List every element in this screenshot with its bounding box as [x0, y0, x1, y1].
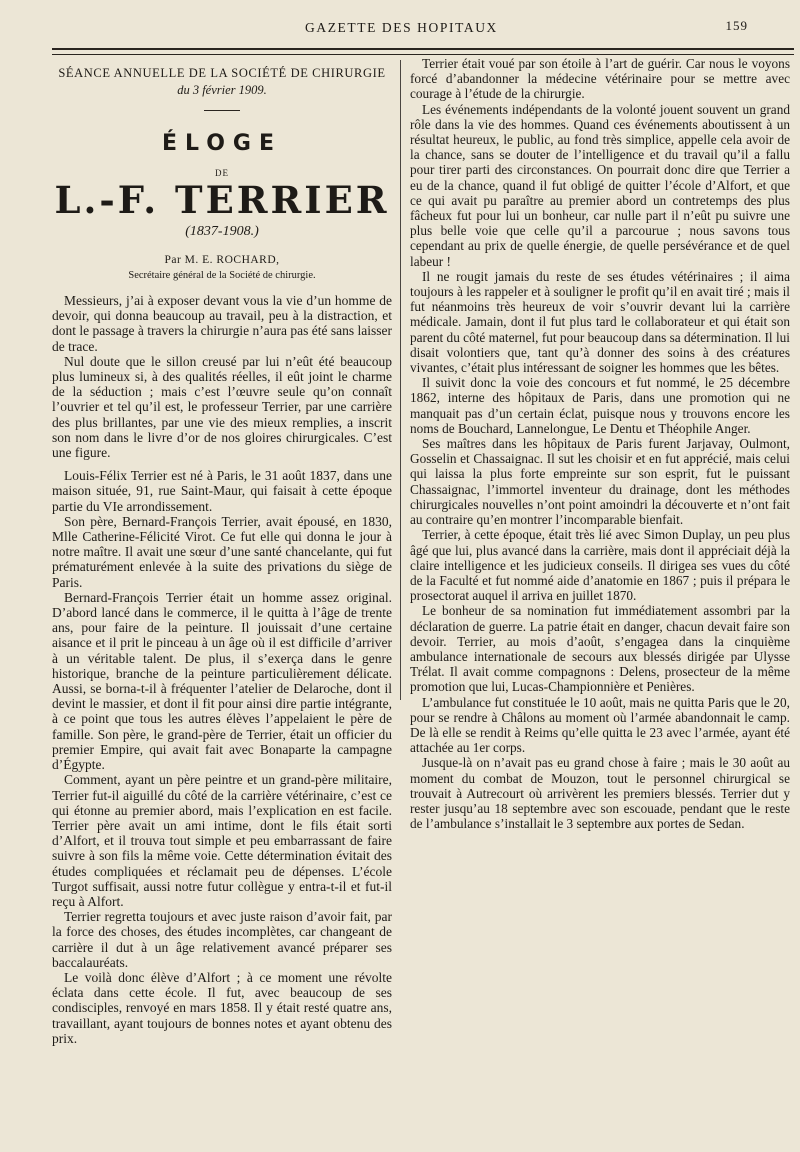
author-line: Par M. E. ROCHARD,	[164, 254, 280, 266]
eloge-title: ÉLOGE	[161, 131, 283, 156]
paragraph: Son père, Bernard-François Terrier, avait épousé, en 1830, Mlle Catherine-Félicité Virot. Ce fut elle qui donna le jour à notre maître. Il avait une sœur d’une santé chancelante, qui fut prématurément enlevée à la suite des privations du siège de Paris.	[52, 513, 392, 590]
running-head	[0, 18, 800, 38]
paragraph: Les événements indépendants de la volonté jouent souvent un grand rôle dans la vie des hommes. Quand ces événements aboutissent à un résultat heureux, le public, au fond très simplice, appelle cela avoir de la chance, sans se douter de l’intelligence et du travail qu’il a fallu pour tirer parti des circonstances. On pourrait donc dire que Terrier a eu de la chance, quand il fut obligé de quitter l’école d’Alfort, et que ce qui avait pu paraître au premier abord un contretemps des plus fâcheux fut pour lui un bonheur, car nulle part il n’eût pu suivre une plus belle voie que celle qu’il a parcourue ; nous savons tous cependant au prix de quelle énergie, de quelle persévérance et de quel labeur !	[410, 101, 790, 269]
paragraph: Terrier, à cette époque, était très lié avec Simon Duplay, un peu plus âgé que lui, plus avancé dans la carrière, mais dont il appréciait déjà la claire intelligence et les judicieux conseils. Il dirigea ses vues du côté de la Faculté et fut nommé aide d’anatomie en 1867 ; puis il prépara le prosectorat auquel il arriva en juillet 1870.	[410, 527, 790, 604]
running-title: GAZETTE DES HOPITAUX	[305, 20, 498, 35]
paragraph: Bernard-François Terrier était un homme assez original. D’abord lancé dans le commerce, il le quitta à l’âge de trente ans, pour faire de la peinture. Il jouissait d’une certaine aisance et il prit le pinceau à un âge où il est difficile d’arriver à un véritable talent. De plus, il s’exerça dans le genre historique, branche de la peinture particulièrement délicate. Aussi, se borna-t-il à fréquenter l’atelier de Delaroche, dont il devint le massier, et dont il fit pour ainsi dire partie intégrante, à ce point que tous les autres élèves l’appelaient le père de famille. Son père, le grand-père de Terrier, était un officier du premier Empire, qui avait fait avec Bonaparte la campagne d’Égypte.	[52, 589, 392, 773]
paragraph: Comment, ayant un père peintre et un grand-père militaire, Terrier fut-il aiguillé du côté de la carrière vétérinaire, c’est ce qui étonne au premier abord, mais l’explication en est facile. Terrier père avait un ami intime, dont le fils était sorti d’Alfort, et il trouva tout simple et peu embarrassant de faire suivre à son fils la même voie. Cette détermination évitait des études compliquées et réclamait peu de dépenses. L’école Turgot suffisait, aussi notre futur collègue y entra-t-il et fut-il reçu à Alfort.	[52, 772, 392, 909]
paragraph: Nul doute que le sillon creusé par lui n’eût été beaucoup plus lumineux si, à des qualités réelles, il eût joint le charme de la séduction ; mais c’est l’œuvre seule qu’on connaît l’ouvrier et tel qu’il est, le professeur Terrier, par une carrière des plus brillantes, par une vie des mieux remplies, a inscrit son nom dans le livre d’or de nos gloires chirurgicales. C’est une figure.	[52, 353, 392, 461]
de-label: DE	[215, 168, 229, 178]
subject-name: L.-F. TERRIER	[54, 178, 390, 222]
paragraph: Ses maîtres dans les hôpitaux de Paris furent Jarjavay, Oulmont, Gosselin et Chassaignac. Il sut les choisir et en fut apprécié, mais celui qui laissa la plus forte empreinte sur son esprit, fut le puissant Chassaignac, l’immortel inventeur du drainage, dont les méthodes chirurgicales nouvelles n’ont point amoindri la découverte et n’ont fait au contraire qu’en montrer l’incomparable bienfait.	[410, 436, 790, 528]
column-divider	[400, 60, 401, 700]
paragraph: Louis-Félix Terrier est né à Paris, le 31 août 1837, dans une maison située, 91, rue Saint-Maur, qui faisait à cette époque partie du VIe arrondissement.	[52, 468, 392, 514]
paragraph: L’ambulance fut constituée le 10 août, mais ne quitta Paris que le 20, pour se rendre à Châlons au moment où l’armée abandonnait le camp. De là elle se rendit à Reims qu’elle quitta le 23 avec l’armée, ayant été attachée au 1er corps.	[410, 694, 790, 756]
paragraph: Il suivit donc la voie des concours et fut nommé, le 25 décembre 1862, interne des hôpitaux de Paris, dans une promotion qui ne manquait pas d’un certain éclat, puisque nous y trouvons encore les noms de Bouchard, Lannelongue, Le Dentu et Théophile Anger.	[410, 375, 790, 436]
article-header	[52, 66, 392, 281]
paragraph: Terrier était voué par son étoile à l’art de guérir. Car nous le voyons forcé d’abandonner la médecine vétérinaire pour se mettre avec courage à l’étude de la chirurgie.	[410, 56, 790, 102]
title-divider	[204, 110, 240, 111]
paragraph: Le bonheur de sa nomination fut immédiatement assombri par la déclaration de guerre. La patrie était en danger, chacun devait faire son devoir. Terrier, au mois d’août, s’engagea dans la cinquième ambulance internationale de secours aux blessés dirigée par Ulysse Trélat. Il avait comme compagnons : Delens, prosecteur de la même promotion que lui, Lucas-Championnière et Penières.	[410, 603, 790, 695]
author-role: Secrétaire général de la Société de chirurgie.	[128, 270, 316, 281]
paragraph: Il ne rougit jamais du reste de ses études vétérinaires ; il aima toujours à les rappeler et à souligner le profit qu’il en avait tiré ; mais il fut néanmoins très heureux de voir s’ouvrir devant lui la carrière médicale. Jamain, dont il fut plus tard le collaborateur et qui était son parent du côté maternel, fut pour beaucoup dans sa détermination. Il lui disait volontiers que, tant qu’à donner des soins à des créatures vivantes, c’était plus intéressant de soigner les hommes que les bêtes.	[410, 268, 790, 376]
paragraph: Terrier regretta toujours et avec juste raison d’avoir fait, par la force des choses, des études incomplètes, car changeant de carrière il dut à un âge relativement avancé préparer ses baccalauréats.	[52, 909, 392, 970]
header-rule-thick	[52, 48, 794, 50]
seance-heading: SÉANCE ANNUELLE DE LA SOCIÉTÉ DE CHIRURGIE	[58, 66, 386, 80]
paragraph: Jusque-là on n’avait pas eu grand chose à faire ; mais le 30 août au moment du combat de Mouzon, tout le personnel chirurgical se trouvait à Autrecourt où arrivèrent les premiers blessés. Terrier dut y rester jusqu’au 18 septembre avec son escouade, pendant que le reste de l’ambulance s’installait le 3 septembre aux portes de Sedan.	[410, 755, 790, 832]
life-dates: (1837-1908.)	[185, 224, 259, 239]
paragraph: Messieurs, j’ai à exposer devant vous la vie d’un homme de devoir, qui donna beaucoup au travail, peu à la distraction, et dont le passage à travers la chirurgie n’aura pas été sans laisser de trace.	[52, 293, 392, 354]
left-body-text	[52, 293, 392, 1046]
right-column	[410, 56, 790, 831]
page-number: 159	[725, 18, 748, 33]
seance-date: du 3 février 1909.	[177, 83, 267, 97]
left-column	[52, 62, 392, 1046]
paragraph: Le voilà donc élève d’Alfort ; à ce moment une révolte éclata dans cette école. Il fut, avec beaucoup de ses condisciples, renvoyé en mars 1858. Il y était resté quatre ans, travaillant, ayant toujours de bonnes notes et ayant obtenu des prix.	[52, 969, 392, 1046]
header-rule-thin	[52, 54, 794, 55]
